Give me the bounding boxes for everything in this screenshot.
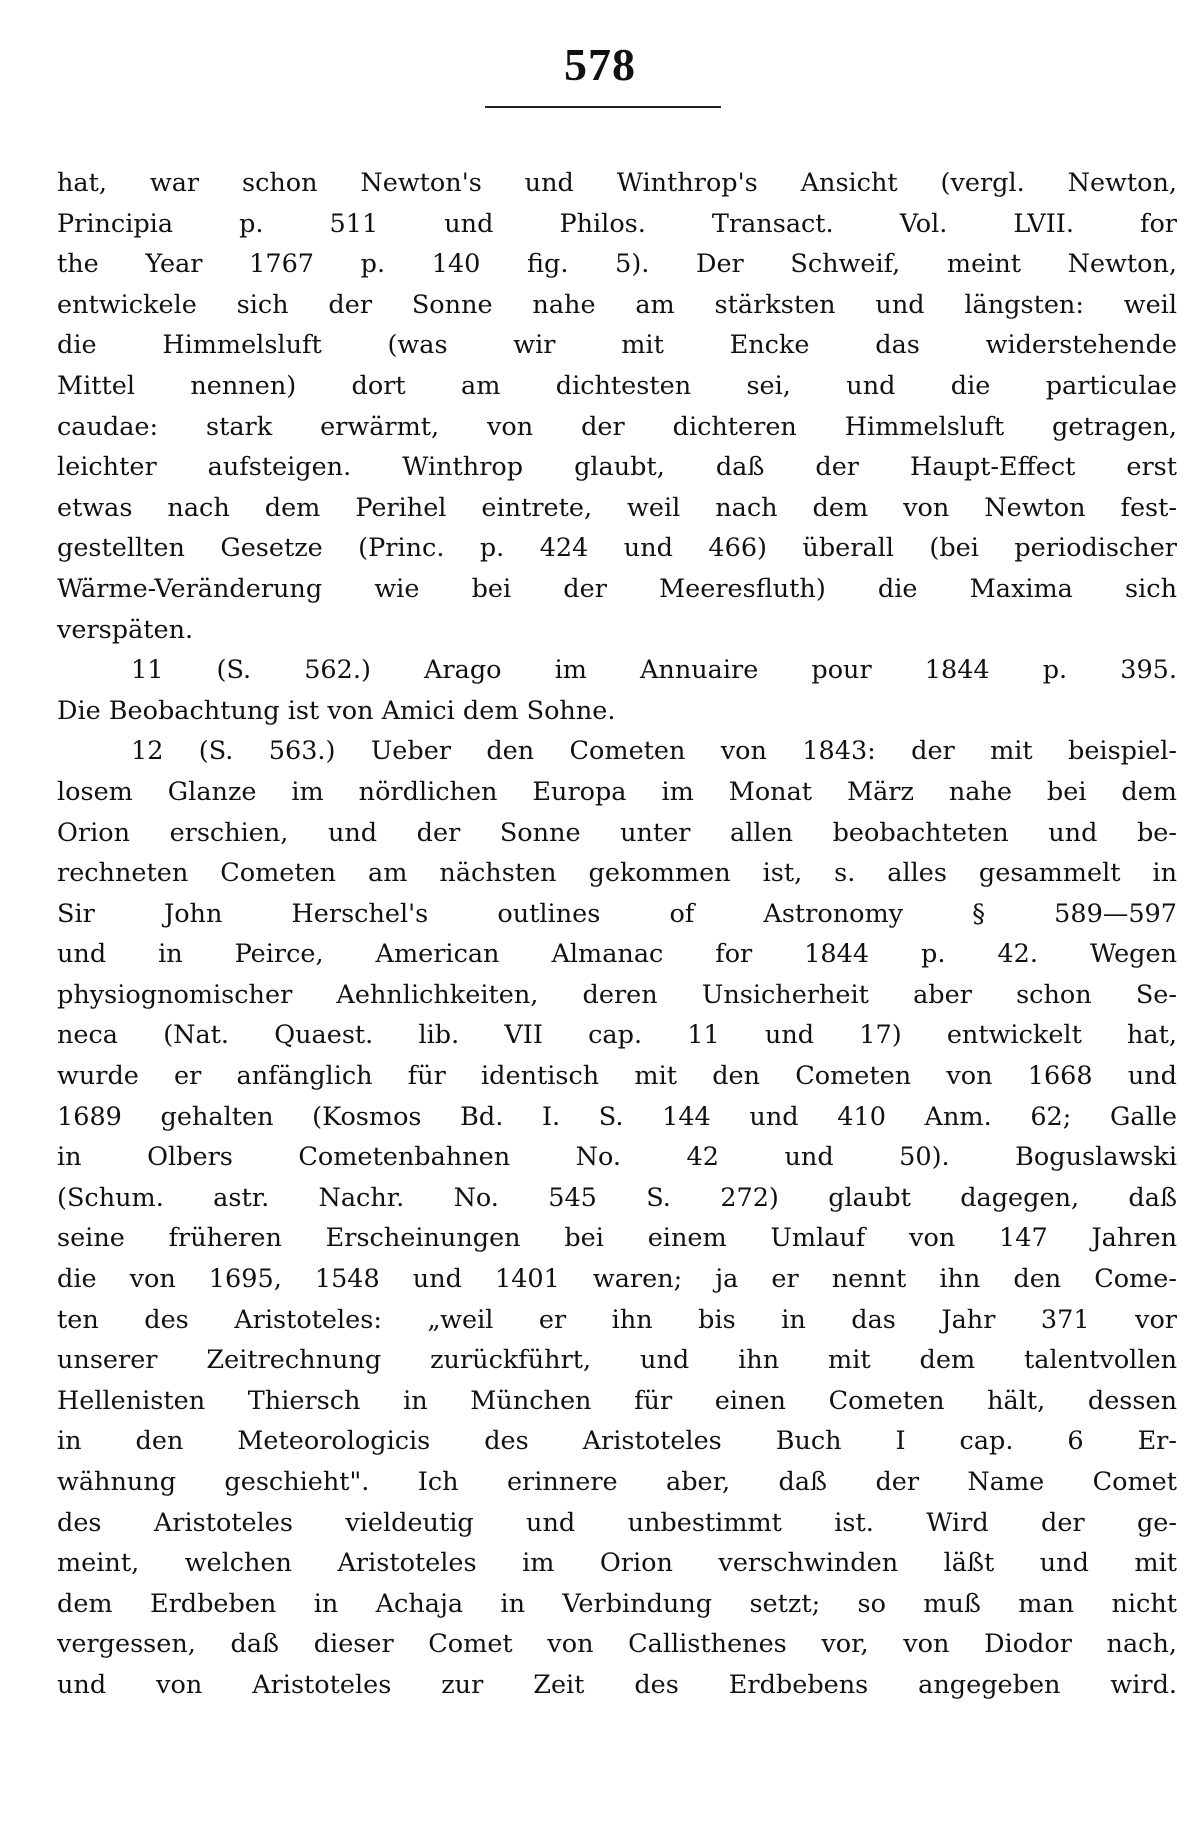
text-line: in Olbers Cometenbahnen No. 42 und 50). Boguslawski — [57, 1142, 1177, 1173]
text-line: und von Aristoteles zur Zeit des Erdbebens angegeben wird. — [57, 1669, 1177, 1700]
text-line: caudae: stark erwärmt, von der dichteren Himmelsluft getragen, — [57, 411, 1177, 442]
text-line: physiognomischer Aehnlichkeiten, deren Unsicherheit aber schon Se- — [57, 979, 1177, 1010]
footnote-line: 11 (S. 562.) Arago im Annuaire pour 1844 p. 395. — [131, 655, 1177, 686]
text-line: the Year 1767 p. 140 fig. 5). Der Schweif, meint Newton, — [57, 249, 1177, 280]
text-line: Wärme-Veränderung wie bei der Meeresfluth) die Maxima sich — [57, 573, 1177, 604]
text-line: und in Peirce, American Almanac for 1844 p. 42. Wegen — [57, 939, 1177, 970]
text-line: rechneten Cometen am nächsten gekommen ist, s. alles gesammelt in — [57, 858, 1177, 889]
text-line: gestellten Gesetze (Princ. p. 424 und 466) überall (bei periodischer — [57, 533, 1177, 564]
text-line: etwas nach dem Perihel eintrete, weil nach dem von Newton fest- — [57, 492, 1177, 523]
text-line: losem Glanze im nördlichen Europa im Monat März nahe bei dem — [57, 776, 1177, 807]
text-line: Mittel nennen) dort am dichtesten sei, und die particulae — [57, 370, 1177, 401]
text-line: neca (Nat. Quaest. lib. VII cap. 11 und 17) entwickelt hat, — [57, 1020, 1177, 1051]
header-rule — [485, 106, 721, 108]
text-line: Hellenisten Thiersch in München für einen Cometen hält, dessen — [57, 1385, 1177, 1416]
text-line: ten des Aristoteles: „weil er ihn bis in das Jahr 371 vor — [57, 1304, 1177, 1335]
text-line: seine früheren Erscheinungen bei einem Umlauf von 147 Jahren — [57, 1223, 1177, 1254]
text-line: wurde er anfänglich für identisch mit den Cometen von 1668 und — [57, 1061, 1177, 1092]
text-line: wähnung geschieht". Ich erinnere aber, daß der Name Comet — [57, 1467, 1177, 1497]
text-line: dem Erdbeben in Achaja in Verbindung setzt; so muß man nicht — [57, 1588, 1177, 1619]
text-line: vergessen, daß dieser Comet von Callisthenes vor, von Diodor nach, — [57, 1629, 1177, 1660]
text-line: die von 1695, 1548 und 1401 waren; ja er nennt ihn den Come- — [57, 1264, 1177, 1295]
text-line: 1689 gehalten (Kosmos Bd. I. S. 144 und 410 Anm. 62; Galle — [57, 1101, 1177, 1132]
footnote-line: 12 (S. 563.) Ueber den Cometen von 1843: der mit beispiel- — [131, 736, 1177, 767]
text-line: hat, war schon Newton's und Winthrop's Ansicht (vergl. Newton, — [57, 168, 1177, 198]
text-line: die Himmelsluft (was wir mit Encke das widerstehende — [57, 330, 1177, 361]
text-line: Die Beobachtung ist von Amici dem Sohne. — [57, 695, 616, 726]
page-number: 578 — [564, 39, 636, 90]
text-line: (Schum. astr. Nachr. No. 545 S. 272) glaubt dagegen, daß — [57, 1182, 1177, 1213]
text-line: Sir John Herschel's outlines of Astronomy § 589—597 — [57, 898, 1177, 929]
text-line: meint, welchen Aristoteles im Orion verschwinden läßt und mit — [57, 1548, 1177, 1579]
text-line: entwickele sich der Sonne nahe am stärksten und längsten: weil — [57, 289, 1177, 320]
text-line: Orion erschien, und der Sonne unter allen beobachteten und be- — [57, 817, 1177, 848]
text-line: verspäten. — [57, 614, 194, 645]
text-line: Principia p. 511 und Philos. Transact. Vol. LVII. for — [57, 208, 1177, 239]
text-line: unserer Zeitrechnung zurückführt, und ihn mit dem talentvollen — [57, 1345, 1177, 1376]
text-line: des Aristoteles vieldeutig und unbestimmt ist. Wird der ge- — [57, 1507, 1177, 1538]
body-text — [57, 163, 1177, 1706]
text-line: in den Meteorologicis des Aristoteles Buch I cap. 6 Er- — [57, 1426, 1177, 1457]
text-line: leichter aufsteigen. Winthrop glaubt, daß der Haupt-Effect erst — [57, 452, 1177, 483]
